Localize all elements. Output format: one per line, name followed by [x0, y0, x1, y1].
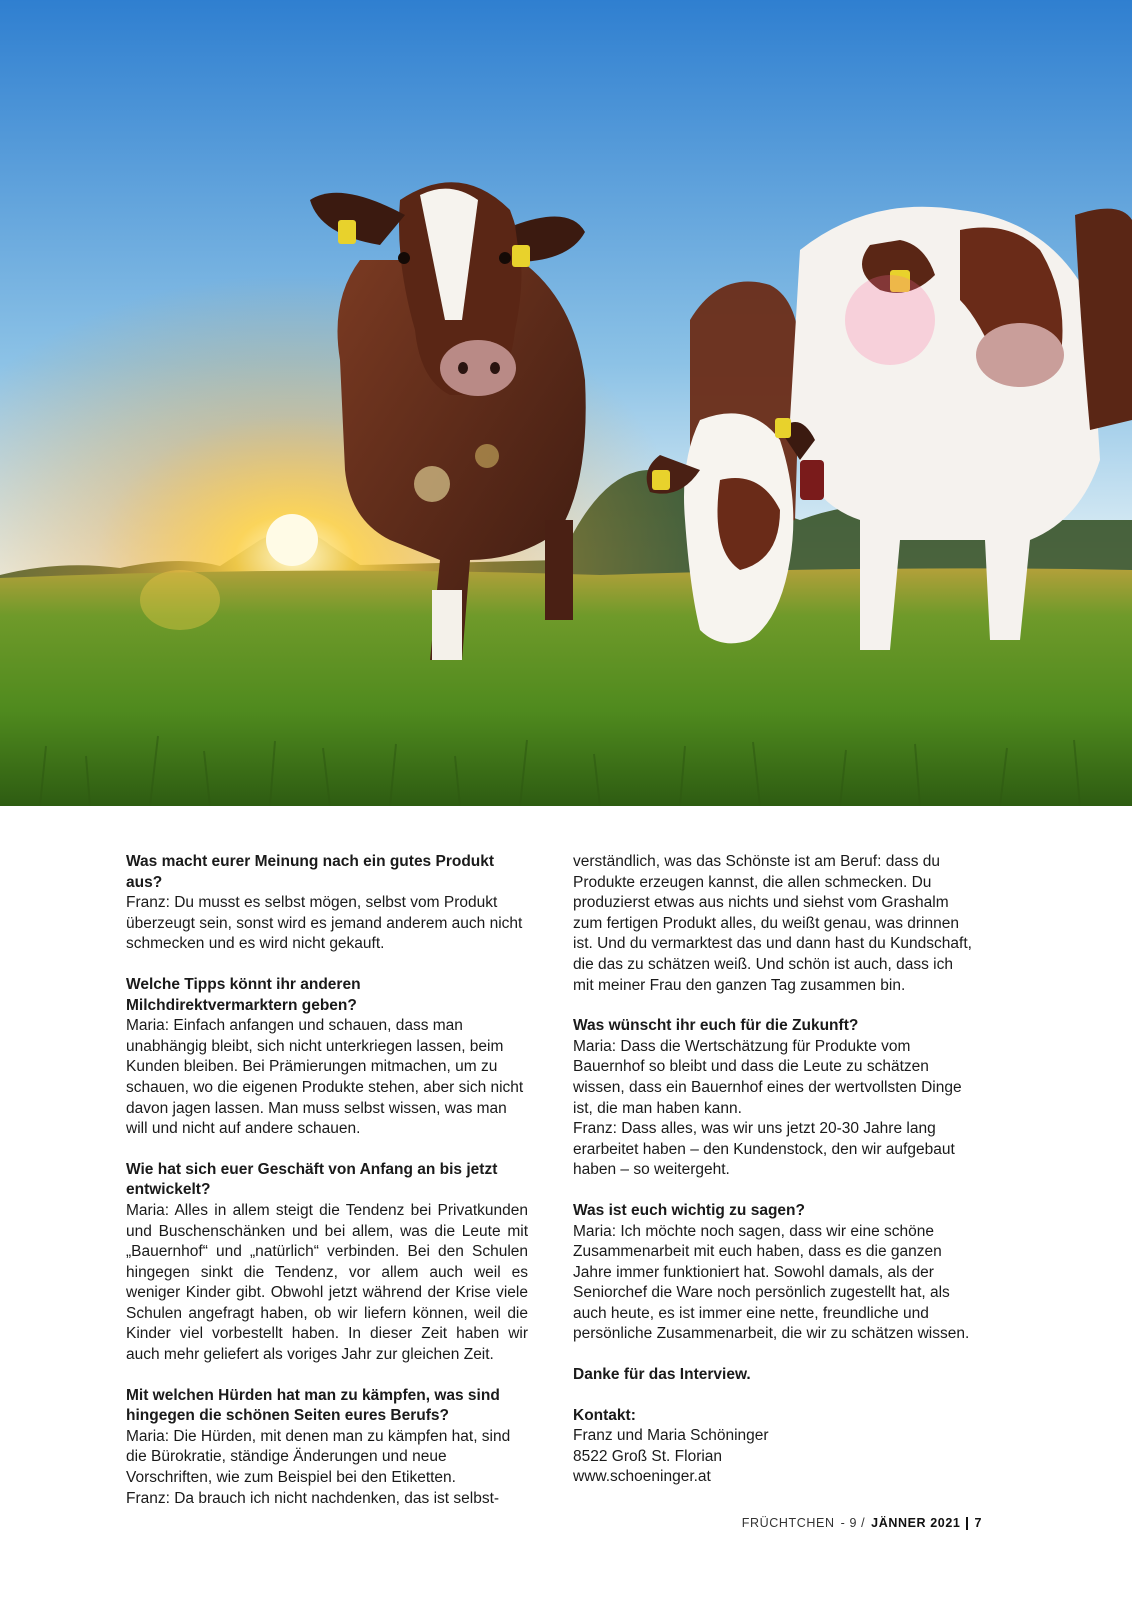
thanks-line: Danke für das Interview.: [573, 1366, 751, 1384]
answer: Maria: Ich möchte noch sagen, dass wir eine schöne Zusammenarbeit mit euch haben, dass es die ganzen Jahre immer funktioniert hat. Sowohl damals, als der Seniorchef die Ware noch persönlich zugestellt hat, als auch heute, es ist immer eine nette, freundliche und persönliche Zusammenarbeit, die wir zu schätzen wissen.: [573, 1222, 970, 1343]
answer: Franz: Dass alles, was wir uns jetzt 20-30 Jahre lang erarbeitet haben – den Kundenstock, den wir aufgebaut haben – so weitergeht.: [573, 1120, 955, 1179]
qa-block: [573, 1016, 975, 1181]
page-footer: [742, 1516, 982, 1530]
question: Welche Tipps könnt ihr anderen Milchdirektvermarktern geben?: [126, 975, 361, 1014]
qa-block: [126, 1160, 528, 1366]
issue-number: - 9 /: [840, 1516, 866, 1530]
question: Was ist euch wichtig zu sagen?: [573, 1201, 805, 1219]
footer-divider: [966, 1517, 968, 1530]
answer: verständlich, was das Schönste ist am Beruf: dass du Produkte erzeugen kannst, die allen schmecken. Du produzierst etwas aus nichts und siehst vom Grashalm zum fertigen Produkt alles, du weißt genau, was drinnen ist. Und du vermarktest das und dann hast du Kundschaft, die das zu schätzen weiß. Und schön ist auch, dass ich mit meiner Frau den ganzen Tag zusammen bin.: [573, 853, 972, 994]
qa-block: [126, 852, 528, 955]
answer: Maria: Die Hürden, mit denen man zu kämpfen hat, sind die Bürokratie, ständige Änderungen und neue Vorschriften, wie zum Beispiel bei den Etiketten.: [126, 1427, 511, 1487]
question: Wie hat sich euer Geschäft von Anfang an bis jetzt entwickelt?: [126, 1160, 498, 1199]
article-column-right: [573, 852, 975, 1508]
qa-block: [573, 1201, 975, 1345]
question: Mit welchen Hürden hat man zu kämpfen, was sind hingegen die schönen Seiten eures Berufs?: [126, 1386, 500, 1425]
contact-heading: Kontakt:: [573, 1406, 636, 1424]
issue-date: JÄNNER 2021: [871, 1516, 961, 1530]
contact-block: [573, 1406, 975, 1488]
question: Was wünscht ihr euch für die Zukunft?: [573, 1017, 859, 1035]
answer-continuation: [573, 852, 975, 996]
contact-address: 8522 Groß St. Florian: [573, 1447, 723, 1465]
answer: Franz: Du musst es selbst mögen, selbst vom Produkt überzeugt sein, sonst wird es jemand anderem auch nicht schmecken und es wird nicht gekauft.: [126, 894, 523, 953]
answer: Maria: Dass die Wertschätzung für Produkte vom Bauernhof so bleibt und dass die Leute zu schätzen wissen, dass ein Bauernhof eines der wertvollsten Dinge ist, die man haben kann.: [573, 1037, 962, 1117]
question: Was macht eurer Meinung nach ein gutes Produkt aus?: [126, 853, 495, 891]
article-column-left: [126, 852, 528, 1529]
qa-block: [126, 975, 528, 1140]
contact-name: Franz und Maria Schöninger: [573, 1427, 769, 1445]
magazine-name: FRÜCHTCHEN: [741, 1516, 835, 1530]
answer: Maria: Alles in allem steigt die Tendenz bei Privatkunden und Buschenschänken und bei allem, was die Leute mit „Bauernhof“ und „natürlich“ verbinden. Bei den Schulen hingegen sinkt die Tendenz, vor allem auch weil es weniger Kinder gibt. Obwohl jetzt während der Krise viele Schulen angefragt haben, ob wir liefern können, weil die Kinder viel vorbestellt haben. In dieser Zeit haben wir auch mehr geliefert als voriges Jahr zur gleichen Zeit.: [126, 1201, 528, 1364]
answer: Franz: Da brauch ich nicht nachdenken, das ist selbst-: [126, 1489, 500, 1507]
page-number: 7: [974, 1516, 982, 1530]
answer: Maria: Einfach anfangen und schauen, dass man unabhängig bleibt, sich nicht unterkriegen lassen, beim Kunden bleiben. Bei Prämierungen mitmachen, um zu schauen, wo die eigenen Produkte stehen, aber sich nicht davon jagen lassen. Man muss selbst wissen, was man will und nicht auf andere schauen.: [126, 1017, 524, 1138]
contact-website-link[interactable]: www.schoeninger.at: [573, 1468, 711, 1486]
qa-block: [126, 1386, 528, 1510]
